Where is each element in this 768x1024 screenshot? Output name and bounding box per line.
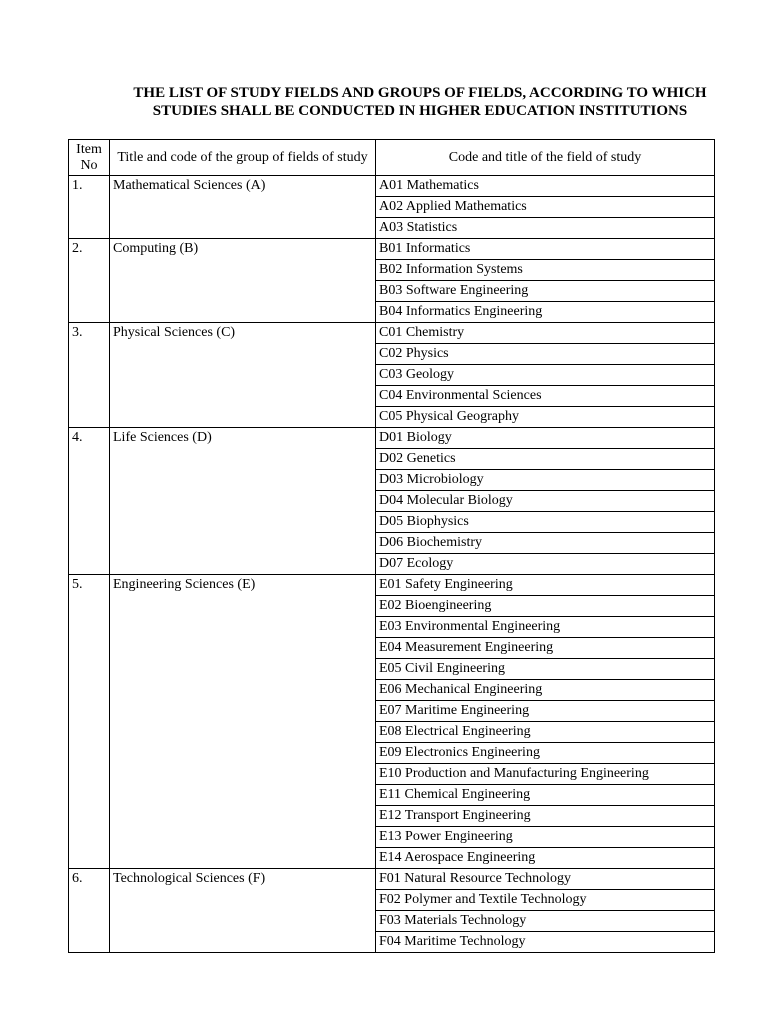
field-of-study: D04 Molecular Biology	[376, 491, 715, 512]
item-number: 3.	[69, 323, 110, 428]
field-of-study: B01 Informatics	[376, 239, 715, 260]
field-of-study: B03 Software Engineering	[376, 281, 715, 302]
field-of-study: E07 Maritime Engineering	[376, 701, 715, 722]
field-of-study: C02 Physics	[376, 344, 715, 365]
study-fields-table	[68, 139, 715, 953]
group-title: Mathematical Sciences (A)	[110, 176, 376, 239]
field-of-study: D02 Genetics	[376, 449, 715, 470]
table-row	[69, 239, 715, 260]
field-of-study: A01 Mathematics	[376, 176, 715, 197]
field-of-study: F03 Materials Technology	[376, 911, 715, 932]
field-of-study: E06 Mechanical Engineering	[376, 680, 715, 701]
field-of-study: E12 Transport Engineering	[376, 806, 715, 827]
item-number: 5.	[69, 575, 110, 869]
table-header-row	[69, 140, 715, 176]
field-of-study: A02 Applied Mathematics	[376, 197, 715, 218]
field-of-study: B02 Information Systems	[376, 260, 715, 281]
field-of-study: D05 Biophysics	[376, 512, 715, 533]
document-title	[100, 84, 740, 120]
group-title: Life Sciences (D)	[110, 428, 376, 575]
field-of-study: E03 Environmental Engineering	[376, 617, 715, 638]
field-of-study: E10 Production and Manufacturing Engineering	[376, 764, 715, 785]
field-of-study: A03 Statistics	[376, 218, 715, 239]
table-body	[69, 176, 715, 953]
field-of-study: D07 Ecology	[376, 554, 715, 575]
field-of-study: F02 Polymer and Textile Technology	[376, 890, 715, 911]
field-of-study: E14 Aerospace Engineering	[376, 848, 715, 869]
item-number: 4.	[69, 428, 110, 575]
field-of-study: E11 Chemical Engineering	[376, 785, 715, 806]
field-of-study: C04 Environmental Sciences	[376, 386, 715, 407]
table-row	[69, 428, 715, 449]
field-of-study: F01 Natural Resource Technology	[376, 869, 715, 890]
field-of-study: B04 Informatics Engineering	[376, 302, 715, 323]
title-line-1: THE LIST OF STUDY FIELDS AND GROUPS OF FIELDS, ACCORDING TO WHICH	[133, 85, 707, 101]
item-number: 2.	[69, 239, 110, 323]
table-row	[69, 176, 715, 197]
field-of-study: F04 Maritime Technology	[376, 932, 715, 953]
title-line-2: STUDIES SHALL BE CONDUCTED IN HIGHER EDUCATION INSTITUTIONS	[152, 103, 688, 119]
field-of-study: D06 Biochemistry	[376, 533, 715, 554]
table-row	[69, 869, 715, 890]
field-of-study: E08 Electrical Engineering	[376, 722, 715, 743]
field-of-study: C01 Chemistry	[376, 323, 715, 344]
item-number: 6.	[69, 869, 110, 953]
field-of-study: E09 Electronics Engineering	[376, 743, 715, 764]
group-title: Physical Sciences (C)	[110, 323, 376, 428]
field-of-study: E05 Civil Engineering	[376, 659, 715, 680]
header-group: Title and code of the group of fields of study	[110, 140, 376, 176]
group-title: Computing (B)	[110, 239, 376, 323]
field-of-study: C03 Geology	[376, 365, 715, 386]
field-of-study: E01 Safety Engineering	[376, 575, 715, 596]
field-of-study: E02 Bioengineering	[376, 596, 715, 617]
field-of-study: E13 Power Engineering	[376, 827, 715, 848]
item-number: 1.	[69, 176, 110, 239]
header-item-no: Item No	[69, 140, 110, 176]
table-row	[69, 323, 715, 344]
field-of-study: C05 Physical Geography	[376, 407, 715, 428]
group-title: Engineering Sciences (E)	[110, 575, 376, 869]
table-row	[69, 575, 715, 596]
group-title: Technological Sciences (F)	[110, 869, 376, 953]
field-of-study: D03 Microbiology	[376, 470, 715, 491]
field-of-study: D01 Biology	[376, 428, 715, 449]
header-field: Code and title of the field of study	[376, 140, 715, 176]
field-of-study: E04 Measurement Engineering	[376, 638, 715, 659]
